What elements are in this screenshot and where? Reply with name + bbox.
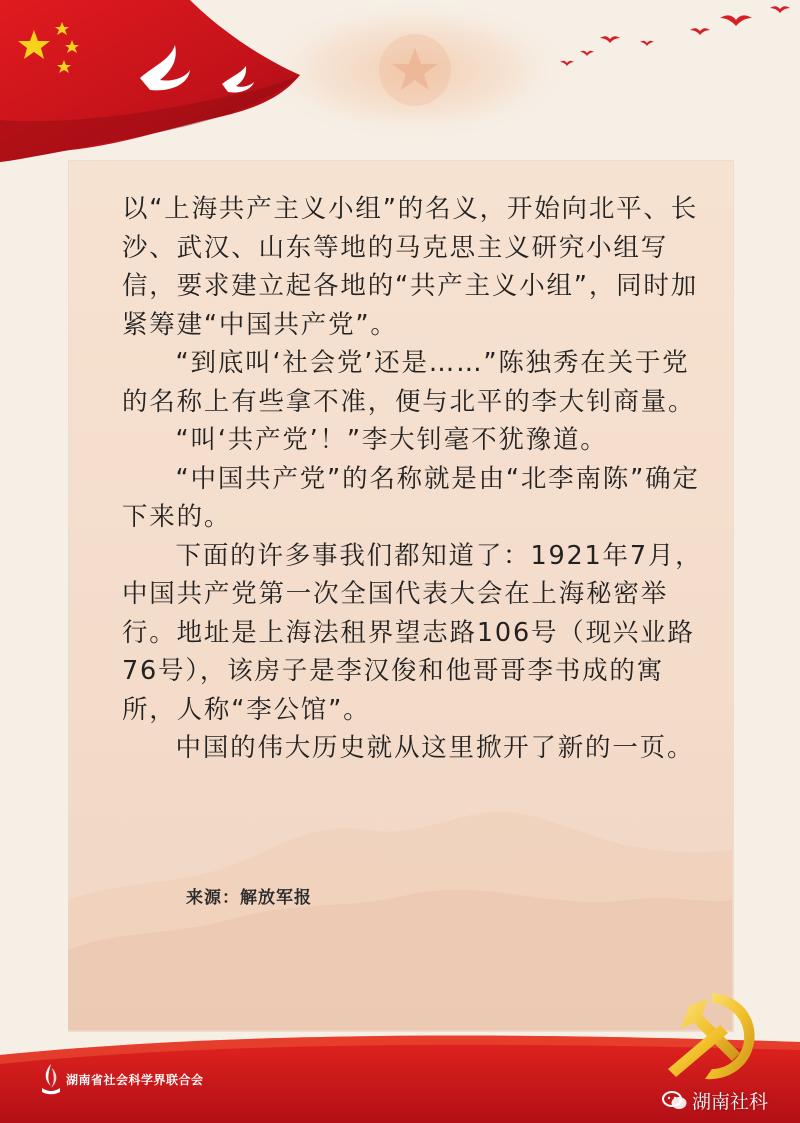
paragraph: 以“上海共产主义小组”的名义，开始向北平、长沙、武汉、山东等地的马克思主义研究小组写信，要求建立起各地的“共产主义小组”，同时加紧筹建“中国共产党”。	[122, 194, 699, 340]
halo-emblem	[255, 0, 575, 142]
paragraph: “叫‘共产党’！”李大钊毫不犹豫道。	[175, 425, 608, 455]
source-credit: 来源：解放军报	[186, 888, 312, 908]
paragraph: 下面的许多事我们都知道了：1921年7月，中国共产党第一次全国代表大会在上海秘密举行。地址是上海法租界望志路106号（现兴业路76号），该房子是李汉俊和他哥哥李书成的寓所，人称“李公馆”。	[122, 540, 703, 725]
paragraph: 中国的伟大历史就从这里掀开了新的一页。	[175, 733, 695, 763]
wechat-account-label: 湖南社科	[692, 1091, 769, 1113]
paragraph: “中国共产党”的名称就是由“北李南陈”确定下来的。	[122, 463, 700, 532]
bird-flock-icon	[560, 6, 790, 66]
header-decoration	[0, 0, 800, 170]
org-logo-icon	[40, 1062, 62, 1096]
mountain-backdrop	[68, 760, 732, 1030]
paragraph: “到底叫‘社会党’还是……”陈独秀在关于党的名称上有些拿不准，便与北平的李大钊商量。	[122, 348, 696, 417]
article-body	[122, 190, 712, 768]
party-emblem-icon	[650, 985, 770, 1085]
org-name: 湖南省社会科学界联合会	[66, 1073, 204, 1087]
wechat-icon	[662, 1090, 688, 1112]
